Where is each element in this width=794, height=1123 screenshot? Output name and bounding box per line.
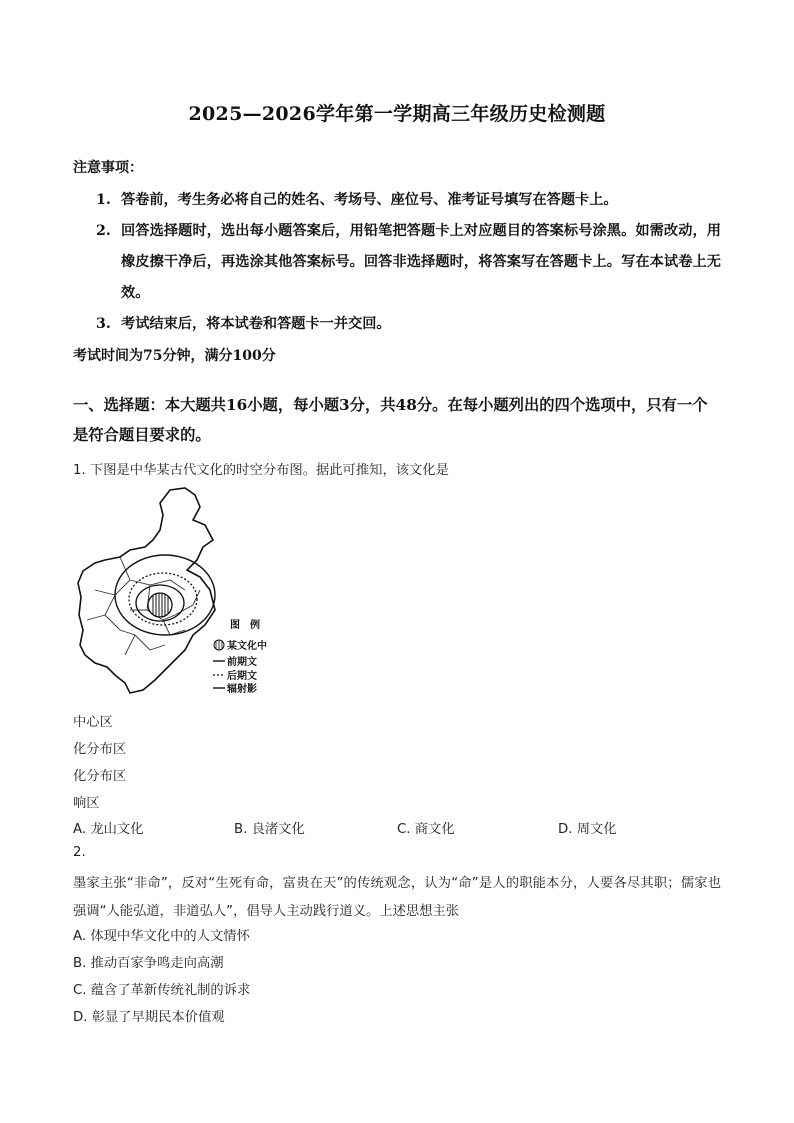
- option-a[interactable]: A. 龙山文化: [73, 822, 144, 837]
- map-svg: [75, 485, 275, 705]
- section-heading: 一、选择题：本大题共16小题，每小题3分，共48分。在每小题列出的四个选项中，只有一个是符合题目要求的。: [73, 396, 708, 444]
- exam-time: 考试时间为75分钟，满分100分: [73, 348, 276, 364]
- note-item-3: [96, 309, 721, 340]
- option-c[interactable]: C. 商文化: [397, 822, 455, 837]
- legend-item-later: 后期文: [227, 671, 257, 682]
- notes-heading: 注意事项：: [73, 160, 143, 176]
- option-b[interactable]: B. 推动百家争鸣走向高潮: [73, 956, 224, 971]
- note-number: 3.: [96, 316, 111, 332]
- question-1-stem: 1. 下图是中华某古代文化的时空分布图。据此可推知，该文化是: [73, 463, 449, 478]
- option-b[interactable]: B. 良渚文化: [234, 822, 305, 837]
- legend-title: 图 例: [230, 620, 260, 631]
- map-overflow-label: 中心区: [73, 715, 113, 730]
- option-c[interactable]: C. 蕴含了革新传统礼制的诉求: [73, 983, 251, 998]
- note-number: 2.: [96, 223, 111, 239]
- map-overflow-label: 响区: [73, 796, 100, 811]
- question-1-options: [73, 818, 723, 838]
- culture-distribution-map: [75, 485, 275, 705]
- note-text: 回答选择题时，选出每小题答案后，用铅笔把答题卡上对应题目的答案标号涂黑。如需改动，用橡皮擦干净后，再选涂其他答案标号。回答非选择题时，将答案写在答题卡上。写在本试卷上无效。: [121, 223, 721, 301]
- option-d[interactable]: D. 周文化: [558, 822, 617, 837]
- legend-item-early: 前期文: [227, 657, 257, 668]
- legend-item-influence: 辐射影: [227, 684, 257, 695]
- question-2-stem: 墨家主张“非命”，反对“生死有命，富贵在天”的传统观念，认为“命”是人的职能本分，人要各尽其职；儒家也强调“人能弘道，非道弘人”，倡导人主动践行道义。上述思想主张: [73, 876, 721, 919]
- map-overflow-label: 化分布区: [73, 769, 127, 784]
- note-item-2: [96, 216, 721, 309]
- note-text: 考试结束后，将本试卷和答题卡一并交回。: [121, 316, 391, 332]
- option-a[interactable]: A. 体现中华文化中的人文情怀: [73, 929, 250, 944]
- legend-item-center: 某文化中: [227, 641, 267, 652]
- map-overflow-label: 化分布区: [73, 742, 127, 757]
- note-text: 答卷前，考生务必将自己的姓名、考场号、座位号、准考证号填写在答题卡上。: [121, 192, 618, 208]
- page-title: 2025—2026学年第一学期高三年级历史检测题: [188, 103, 606, 125]
- note-item-1: [96, 185, 721, 216]
- option-d[interactable]: D. 彰显了早期民本价值观: [73, 1010, 225, 1025]
- note-number: 1.: [96, 192, 111, 208]
- question-2-number: 2.: [73, 845, 86, 860]
